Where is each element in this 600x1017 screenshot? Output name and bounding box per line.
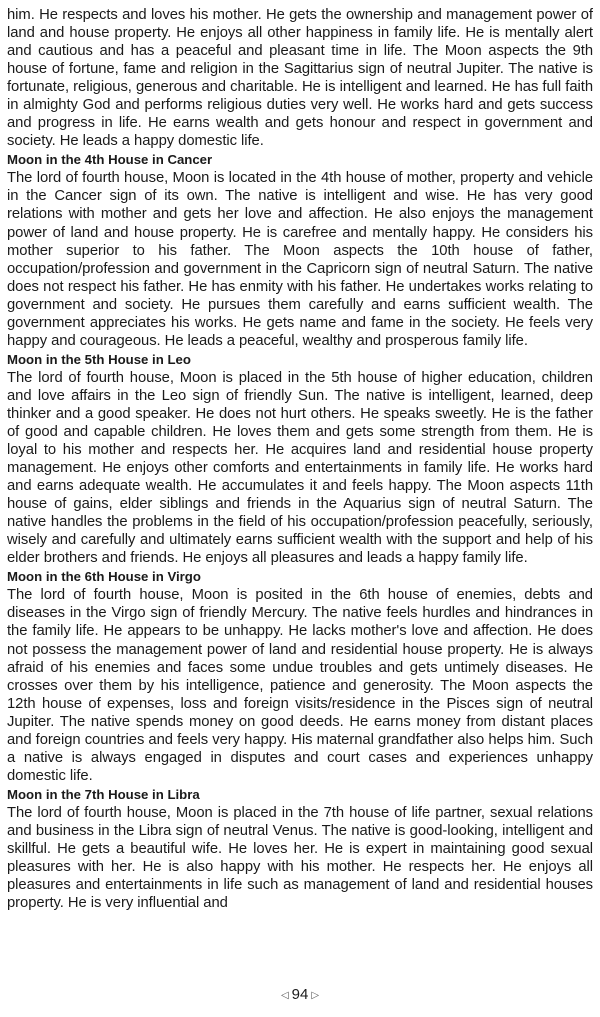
- section-heading-7th-house: Moon in the 7th House in Libra: [7, 786, 200, 802]
- intro-paragraph: him. He respects and loves his mother. He gets the ownership and management power of land and house property. He enjoys all other happiness in family life. He is mentally alert and cautious and has a peaceful and pleasant time in life. The Moon aspects the 9th house of fortune, fame and religion in the Sagittarius sign of neutral Jupiter. The native is fortunate, religious, generous and charitable. He is intelligent and learned. He has full faith in almighty God and performs religious duties very well. He works hard and gets success and progress in life. He earns wealth and gets honour and respect in government and society. He leads a happy domestic life.: [7, 7, 593, 150]
- section-body-5th-house: The lord of fourth house, Moon is placed in the 5th house of higher education, children and love affairs in the Leo sign of friendly Sun. The native is intelligent, learned, deep thinker and a good speaker. He does not hurt others. He speaks sweetly. He is the father of good and capable children. He loves them and gets some strength from them. He is loyal to his mother and respects her. He acquires land and residential house property management. He enjoys other comforts and entertainments in family life. He works hard and earns adequate wealth. He accumulates it and feels happy. The Moon aspects 11th house of gains, elder siblings and friends in the Aquarius sign of neutral Saturn. The native handles the problems in the field of his occupation/profession peacefully, seriously, wisely and carefully and ultimately earns sufficient wealth with the support and help of his elder brothers and friends. He enjoys all pleasures and leads a happy family life.: [7, 369, 593, 567]
- section-heading-5th-house: Moon in the 5th House in Leo: [7, 351, 191, 367]
- right-arrow-icon: ▷: [311, 990, 320, 1001]
- section-body-7th-house: The lord of fourth house, Moon is placed in the 7th house of life partner, sexual relations and business in the Libra sign of neutral Venus. The native is good-looking, intelligent and skillful. He gets a beautiful wife. He loves her. He is expert in maintaining good sexual pleasures with her. He is also happy with his mother. He respects her. He enjoys all pleasures and entertainments in life such as management of land and residential houses property. He is very influential and: [7, 804, 593, 912]
- page-number: 94: [291, 986, 309, 1003]
- page-footer: [0, 986, 600, 1005]
- section-heading-4th-house: Moon in the 4th House in Cancer: [7, 152, 213, 168]
- section-body-6th-house: The lord of fourth house, Moon is posited in the 6th house of enemies, debts and diseases in the Virgo sign of friendly Mercury. The native feels hurdles and hindrances in the family life. He appears to be unhappy. He lacks mother's love and affection. He does not possess the management power of land and residential house property. He is always afraid of his enemies and faces some undue troubles and gets untimely diseases. He crosses over them by his intelligence, patience and generosity. The Moon aspects the 12th house of expenses, loss and foreign visits/residence in the Pisces sign of neutral Jupiter. The native spends money on good deeds. He earns money from distant places and foreign countries and feels very happy. His maternal grandfather also helps him. Such a native is always engaged in disputes and court cases and experiences unhappy domestic life.: [7, 587, 593, 784]
- left-arrow-icon: ◁: [280, 990, 289, 1001]
- section-body-4th-house: The lord of fourth house, Moon is located in the 4th house of mother, property and vehicle in the Cancer sign of its own. The native is intelligent and wise. He has very good relations with mother and gets her love and affection. He also enjoys the management power of land and house property. He is carefree and mentally happy. He considers his mother superior to his father. The Moon aspects the 10th house of father, occupation/profession and government in the Capricorn sign of neutral Saturn. The native does not respect his father. He has enmity with his father. He undertakes works relating to government and society. He pursues them carefully and earns sufficient wealth. The government appreciates his works. He gets name and fame in the society. He feels very happy and courageous. He leads a peaceful, wealthy and prosperous family life.: [7, 170, 593, 349]
- section-heading-6th-house: Moon in the 6th House in Virgo: [7, 569, 201, 585]
